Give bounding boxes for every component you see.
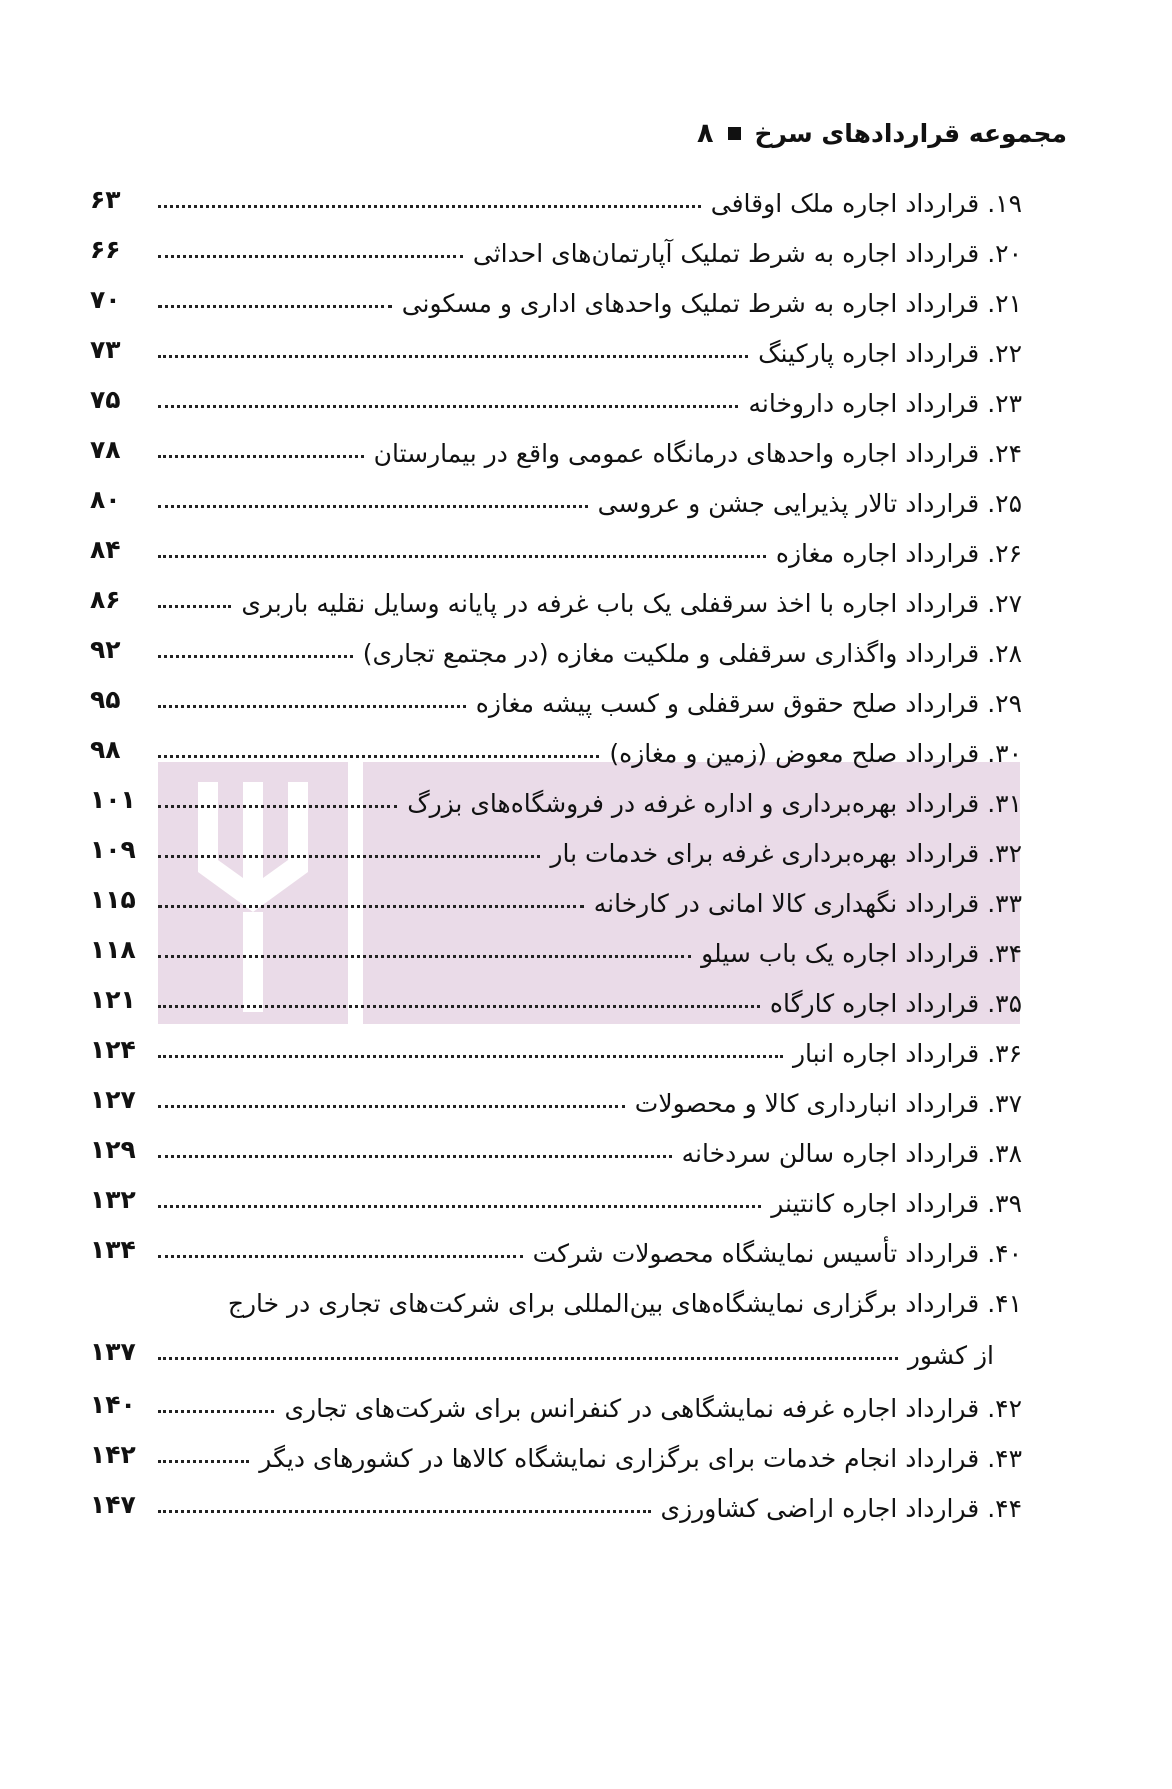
toc-row (90, 718, 1022, 772)
toc-page-number: ۱۲۱ (90, 985, 136, 1014)
toc-entry-number: ۲۴. (987, 439, 1022, 468)
toc-page-number: ۹۵ (90, 685, 121, 714)
dot-leader (158, 404, 738, 408)
dot-leader (158, 1254, 523, 1258)
toc-entry-number: ۳۲. (987, 839, 1022, 868)
toc-page-number: ۱۲۷ (90, 1085, 136, 1114)
dot-leader (158, 1509, 651, 1513)
dot-leader (158, 804, 397, 808)
toc-entry-title: قرارداد اجاره مغازه (775, 539, 980, 568)
toc-row (90, 418, 1022, 472)
dot-leader (158, 654, 353, 658)
toc-entry-number: ۲۳. (987, 389, 1022, 418)
dot-leader (158, 704, 466, 708)
toc-entry-title: قرارداد بهره‌برداری غرفه برای خدمات بار (550, 839, 980, 868)
toc-entry (228, 1289, 1022, 1322)
toc-row (90, 518, 1022, 572)
dot-leader (158, 1204, 761, 1208)
toc-row (90, 618, 1022, 672)
toc-page-number: ۱۱۵ (90, 885, 136, 914)
dot-leader (158, 904, 584, 908)
toc-entry-number: ۲۱. (987, 289, 1022, 318)
toc-entry-title: قرارداد نگهداری کالا امانی در کارخانه (593, 889, 980, 918)
toc-entry-number: ۳۰. (987, 739, 1022, 768)
dot-leader (158, 954, 691, 958)
toc-page-number: ۱۳۷ (90, 1337, 136, 1366)
bullet-square-icon (728, 127, 741, 140)
toc-page-number: ۶۶ (90, 235, 121, 264)
toc-entry-title: قرارداد اجاره کانتینر (771, 1189, 980, 1218)
toc-row (90, 1168, 1022, 1222)
toc-entry-title: قرارداد اجاره داروخانه (748, 389, 980, 418)
page-number: ۸ (697, 118, 714, 149)
toc-page-number: ۷۵ (90, 385, 121, 414)
toc-entry-number: ۴۲. (987, 1394, 1022, 1423)
toc-entry-number: ۲۵. (987, 489, 1022, 518)
toc-page-number: ۸۰ (90, 485, 121, 514)
toc-entry-number: ۲۰. (987, 239, 1022, 268)
dot-leader (158, 1154, 672, 1158)
toc-entry-number: ۲۲. (987, 339, 1022, 368)
dot-leader (158, 1459, 249, 1463)
toc-entry-title: قرارداد اجاره با اخذ سرقفلی یک باب غرفه در پایانه وسایل نقلیه باربری (241, 589, 980, 618)
toc-entry-title: قرارداد اجاره واحدهای درمانگاه عمومی واقع در بیمارستان (373, 439, 980, 468)
toc-row (90, 868, 1022, 922)
toc-page-number: ۱۱۸ (90, 935, 136, 964)
toc-page-number: ۹۲ (90, 635, 121, 664)
toc-page-number: ۸۶ (90, 585, 121, 614)
toc-page-number: ۷۸ (90, 435, 121, 464)
toc-entry-number: ۲۸. (987, 639, 1022, 668)
toc-entry-number: ۳۱. (987, 789, 1022, 818)
toc-entry-title: قرارداد اجاره به شرط تملیک آپارتمان‌های احداثی (472, 239, 980, 268)
toc-entry-title: قرارداد تأسیس نمایشگاه محصولات شرکت (532, 1239, 980, 1268)
toc-row (90, 1068, 1022, 1122)
dot-leader (158, 1409, 274, 1413)
toc-page-number: ۱۲۹ (90, 1135, 136, 1164)
toc-entry-number: ۲۶. (987, 539, 1022, 568)
toc-page-number: ۱۰۹ (90, 835, 136, 864)
toc-row-continued (90, 1320, 1022, 1374)
toc-entry-title: قرارداد تالار پذیرایی جشن و عروسی (597, 489, 980, 518)
toc-entry-title: قرارداد واگذاری سرقفلی و ملکیت مغازه (در مجتمع تجاری) (362, 639, 980, 668)
toc-row (90, 818, 1022, 872)
dot-leader (158, 1104, 625, 1108)
toc-page-number: ۷۳ (90, 335, 121, 364)
dot-leader (158, 1004, 760, 1008)
toc-row (90, 568, 1022, 622)
dot-leader (158, 304, 392, 308)
toc-row (90, 268, 1022, 322)
toc-page-number: ۸۴ (90, 535, 121, 564)
toc-entry (661, 1494, 1022, 1527)
dot-leader (158, 1356, 898, 1360)
toc-entry-number: ۳۶. (987, 1039, 1022, 1068)
toc-entry-title: قرارداد اجاره انبار (792, 1039, 980, 1068)
toc-row (90, 368, 1022, 422)
toc-entry-number: ۴۱. (987, 1289, 1022, 1318)
toc-page-number: ۱۴۷ (90, 1490, 136, 1519)
toc-row (90, 1218, 1022, 1272)
toc-page-number: ۱۳۲ (90, 1185, 136, 1214)
dot-leader (158, 854, 540, 858)
dot-leader (158, 754, 599, 758)
toc-entry-title: قرارداد اجاره سالن سردخانه (681, 1139, 980, 1168)
toc-page-number: ۱۰۱ (90, 785, 136, 814)
toc-row (90, 168, 1022, 222)
toc-row (90, 468, 1022, 522)
toc-row (90, 1373, 1022, 1427)
toc-entry-title: قرارداد اجاره اراضی کشاورزی (660, 1494, 980, 1523)
toc-entry-number: ۴۳. (987, 1444, 1022, 1473)
toc-entry-title: قرارداد انبارداری کالا و محصولات (634, 1089, 980, 1118)
toc-page-number: ۱۳۴ (90, 1235, 136, 1264)
toc-entry-number: ۳۳. (987, 889, 1022, 918)
toc-entry-title: قرارداد اجاره غرفه نمایشگاهی در کنفرانس برای شرکت‌های تجاری (284, 1394, 980, 1423)
toc-entry-title: قرارداد اجاره پارکینگ (758, 339, 980, 368)
toc-page-number: ۱۴۰ (90, 1390, 136, 1419)
toc-entry-number: ۳۸. (987, 1139, 1022, 1168)
page-header (697, 118, 1067, 149)
toc-entry-number: ۱۹. (987, 189, 1022, 218)
toc-entry-title: قرارداد اجاره به شرط تملیک واحدهای اداری و مسکونی (401, 289, 980, 318)
dot-leader (158, 504, 588, 508)
dot-leader (158, 1054, 783, 1058)
toc-row (90, 1423, 1022, 1477)
dot-leader (158, 204, 701, 208)
toc-row (90, 318, 1022, 372)
toc-row (90, 1118, 1022, 1172)
dot-leader (158, 254, 463, 258)
toc-entry-number: ۴۰. (987, 1239, 1022, 1268)
toc-row (90, 1473, 1022, 1527)
toc-entry-number: ۳۵. (987, 989, 1022, 1018)
toc-entry-number: ۴۴. (987, 1494, 1022, 1523)
toc-row (90, 1268, 1022, 1322)
toc-entry-number: ۲۷. (987, 589, 1022, 618)
dot-leader (158, 554, 766, 558)
toc-row (90, 668, 1022, 722)
toc-page-number: ۱۲۴ (90, 1035, 136, 1064)
book-title: مجموعه قراردادهای سرخ (754, 119, 1067, 148)
toc-entry-title: قرارداد صلح حقوق سرقفلی و کسب پیشه مغازه (475, 689, 980, 718)
toc-entry-title: قرارداد صلح معوض (زمین و مغازه) (609, 739, 980, 768)
toc-entry-title-continued: از کشور (907, 1341, 994, 1370)
toc-entry-title: قرارداد اجاره کارگاه (769, 989, 980, 1018)
toc-row (90, 968, 1022, 1022)
toc-entry-number: ۳۴. (987, 939, 1022, 968)
toc-page-number: ۷۰ (90, 285, 121, 314)
toc-entry-title: قرارداد انجام خدمات برای برگزاری نمایشگاه کالاها در کشورهای دیگر (259, 1444, 980, 1473)
toc-entry-title: قرارداد برگزاری نمایشگاه‌های بین‌المللی برای شرکت‌های تجاری در خارج (227, 1289, 980, 1318)
toc-entry-number: ۳۷. (987, 1089, 1022, 1118)
toc-entry-title: قرارداد اجاره یک باب سیلو (701, 939, 980, 968)
toc-page-number: ۹۸ (90, 735, 121, 764)
toc-row (90, 768, 1022, 822)
toc-page-number: ۶۳ (90, 185, 121, 214)
toc-entry-number: ۳۹. (987, 1189, 1022, 1218)
toc-entry-title: قرارداد اجاره ملک اوقافی (710, 189, 980, 218)
toc-row (90, 918, 1022, 972)
toc-page-number: ۱۴۲ (90, 1440, 136, 1469)
toc-entry-title: قرارداد بهره‌برداری و اداره غرفه در فروشگاه‌های بزرگ (407, 789, 980, 818)
dot-leader (158, 354, 748, 358)
dot-leader (158, 454, 364, 458)
dot-leader (158, 604, 231, 608)
toc-row (90, 1018, 1022, 1072)
toc-entry-number: ۲۹. (987, 689, 1022, 718)
toc-row (90, 218, 1022, 272)
